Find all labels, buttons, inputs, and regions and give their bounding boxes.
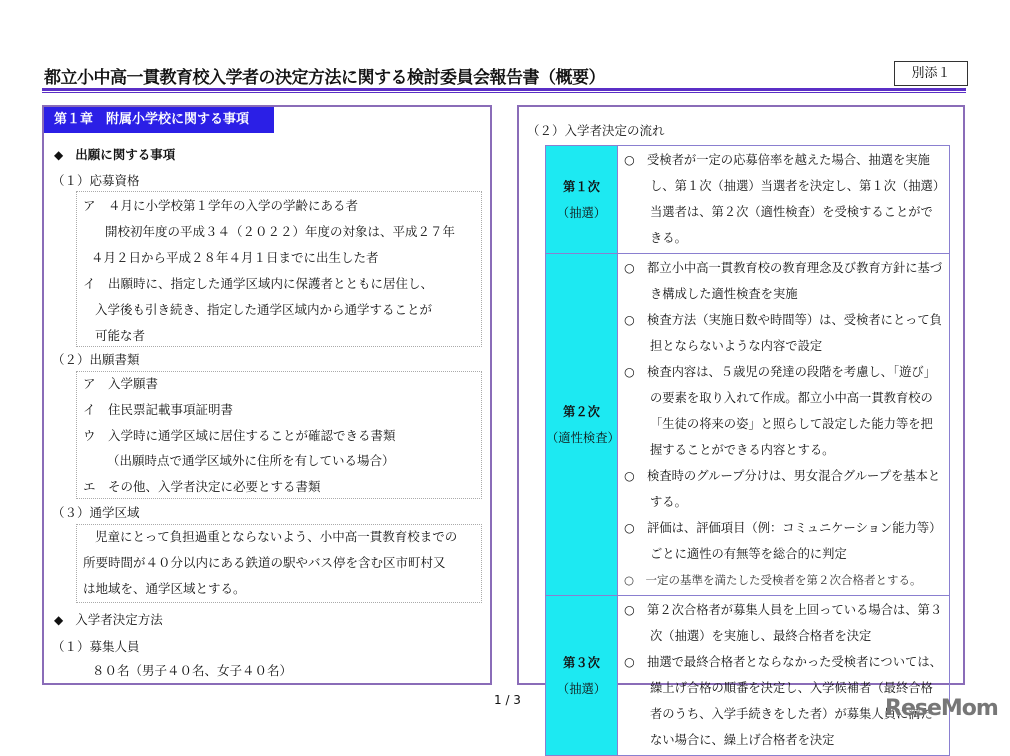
left-panel [42, 105, 492, 685]
stage-sublabel: （適性検査） [546, 430, 620, 445]
stage-cell [546, 254, 618, 596]
title-rule [42, 88, 966, 91]
stage-content [618, 596, 950, 756]
text-line: 所要時間が４０分以内にある鉄道の駅やバス停を含む区市町村又 [83, 555, 446, 570]
stage-sublabel: （抽選） [556, 205, 607, 220]
section-heading [54, 147, 175, 163]
stage-sublabel: （抽選） [556, 681, 607, 696]
eligibility-box [76, 191, 482, 347]
list-item: ○ 抽選で最終合格者とならなかった受検者については、繰上げ合格の順番を決定し、入学候補者（最終合格者のうち、入学手続きをした者）が募集人員に満たない場合に、繰上げ合格者を決定 [624, 655, 942, 747]
subsection-heading: （１）募集人員 [52, 639, 140, 654]
list-item: ○ 検査内容は、５歳児の発達の段階を考慮し、「遊び」の要素を取り入れて作成。都立小中高一貫教育校の「生徒の将来の姿」と照らして設定した能力等を把握することができる内容とする。 [624, 365, 937, 457]
list-item: ○ 第２次合格者が募集人員を上回っている場合は、第３次（抽選）を実施し、最終合格者を決定 [624, 603, 943, 643]
text-line: ア 入学願書 [83, 376, 159, 391]
diamond-icon: ◆ [54, 148, 64, 162]
stage-cell [546, 146, 618, 254]
text-line: は地域を、通学区域とする。 [83, 581, 246, 596]
diamond-icon: ◆ [54, 613, 64, 627]
list-item: ○ 検査時のグループ分けは、男女混合グループを基本とする。 [624, 469, 941, 509]
text-line: （出願時点で通学区域外に住所を有している場合） [107, 453, 395, 468]
chapter-heading: 第１章 附属小学校に関する事項 [44, 107, 274, 133]
text-line: 開校初年度の平成３４（２０２２）年度の対象は、平成２７年 [105, 224, 456, 239]
list-item: ○ 検査方法（実施日数や時間等）は、受検者にとって負担とならないような内容で設定 [624, 313, 942, 353]
title-rule-thin [42, 92, 966, 93]
list-item: ○ 受検者が一定の応募倍率を越えた場合、抽選を実施し、第１次（抽選）当選者を決定し、第１次（抽選）当選者は、第２次（適性検査）を受検することができる。 [624, 153, 939, 245]
stage-label: 第２次 [563, 404, 600, 419]
text-line: ア ４月に小学校第１学年の入学の学齢にある者 [83, 198, 359, 213]
flow-heading: （２）入学者決定の流れ [527, 123, 665, 138]
stage-label: 第３次 [563, 655, 600, 670]
text-line: イ 出願時に、指定した通学区域内に保護者とともに居住し、 [83, 276, 434, 291]
documents-box [76, 371, 482, 499]
section-heading [54, 612, 163, 628]
table-row [546, 596, 950, 756]
list-item: ○ 都立小中高一貫教育校の教育理念及び教育方針に基づき構成した適性検査を実施 [624, 261, 943, 301]
stage-content [618, 254, 950, 596]
attachment-badge: 別添１ [894, 61, 968, 86]
stage-label: 第１次 [563, 179, 600, 194]
list-item: ○ 評価は、評価項目（例：コミュニケーション能力等）ごとに適性の有無等を総合的に判定 [624, 521, 942, 561]
subsection-heading: （２）出願書類 [52, 352, 140, 367]
text-line: 可能な者 [95, 328, 146, 343]
text-line: 児童にとって負担過重とならないよう、小中高一貫教育校までの [95, 529, 458, 544]
text-line: イ 住民票記載事項証明書 [83, 402, 234, 417]
section-label: 入学者決定方法 [75, 612, 163, 627]
table-row [546, 146, 950, 254]
text-line: ウ 入学時に通学区域に居住することが確認できる書類 [83, 428, 396, 443]
page-number: 1 / 3 [494, 693, 521, 707]
resemom-logo: ReseMom [885, 696, 998, 721]
subsection-heading: （１）応募資格 [52, 173, 140, 188]
stage-content [618, 146, 950, 254]
enrollment-count: ８０名（男子４０名、女子４０名） [92, 663, 293, 678]
section-label: 出願に関する事項 [75, 147, 176, 162]
text-line: ４月２日から平成２８年４月１日までに出生した者 [91, 250, 379, 265]
subsection-heading: （３）通学区域 [52, 505, 140, 520]
school-district-box [76, 524, 482, 603]
list-item: ○ 一定の基準を満たした受検者を第２次合格者とする。 [624, 573, 922, 587]
text-line: 入学後も引き続き、指定した通学区域内から通学することが [95, 302, 433, 317]
text-line: エ その他、入学者決定に必要とする書類 [83, 479, 321, 494]
stage-cell [546, 596, 618, 756]
selection-flow-table [545, 145, 950, 756]
table-row [546, 254, 950, 596]
document-title: 都立小中高一貫教育校入学者の決定方法に関する検討委員会報告書（概要） [44, 68, 605, 88]
